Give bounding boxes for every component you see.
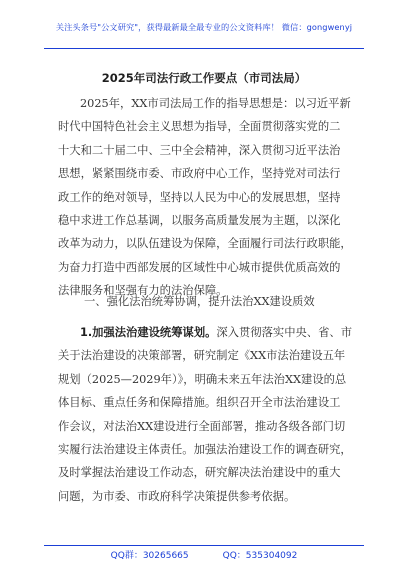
header-banner: 关注头条号"公文研究"，获得最新最全最专业的公文资料库！ 微信：gongwenyj bbox=[55, 22, 353, 32]
paragraph-line: 思想，紧紧围绕市委、市政府中心工作，坚持党对司法行 bbox=[58, 167, 341, 181]
item-first-text: 深入贯彻落实中央、省、市 bbox=[216, 326, 352, 339]
intro-paragraph bbox=[58, 92, 352, 303]
paragraph-line: 十大和二十届二中、三中全会精神，深入贯彻习近平法治 bbox=[58, 143, 341, 157]
footer-contacts bbox=[0, 548, 408, 561]
footer-qq: QQ：535304092 bbox=[222, 551, 298, 561]
document-title: 2025年司法行政工作要点（市司法局） bbox=[101, 71, 307, 85]
paragraph-line: 改革为动力，以队伍建设为保障，全面履行司法行政职能， bbox=[58, 237, 352, 251]
paragraph-line: 体目标、重点任务和保障措施。组织召开全市法治建设工 bbox=[58, 396, 341, 410]
paragraph-line: 法律服务和坚强有力的法治保障。 bbox=[58, 284, 228, 298]
paragraph-line: 政工作的绝对领导，坚持以人民为中心的发展思想，坚持 bbox=[58, 190, 341, 204]
paragraph-line bbox=[58, 321, 352, 344]
item-lead: 1.加强法治建设统筹谋划。 bbox=[80, 326, 217, 339]
footer-qq-group: QQ群：30265665 bbox=[110, 551, 189, 561]
paragraph-line: 规划（2025—2029年）》，明确未来五年法治XX建设的总 bbox=[58, 372, 347, 386]
footer-divider bbox=[44, 545, 364, 546]
paragraph-line: 问题，为市委、市政府科学决策提供参考依据。 bbox=[58, 489, 296, 503]
paragraph-line: 作会议，对法治XX建设进行全面部署，推动各级各部门切 bbox=[58, 419, 346, 433]
paragraph-line: 及时掌握法治建设工作动态，研究解决法治建设中的重大 bbox=[58, 466, 341, 480]
paragraph-line: 稳中求进工作总基调，以服务高质量发展为主题，以深化 bbox=[58, 214, 341, 228]
paragraph-line: 实履行法治建设主体责任。加强法治建设工作的调查研究， bbox=[58, 443, 352, 457]
section-heading: 一、强化法治统筹协调，提升法治XX建设质效 bbox=[84, 295, 315, 308]
paragraph-line: 时代中国特色社会主义思想为指导，全面贯彻落实党的二 bbox=[58, 120, 341, 134]
item-paragraph bbox=[58, 321, 352, 508]
paragraph-line: 2025年，XX市司法局工作的指导思想是：以习近平新 bbox=[80, 97, 351, 110]
header-divider bbox=[44, 48, 364, 49]
paragraph-line: 关于法治建设的决策部署，研究制定《XX市法治建设五年 bbox=[58, 349, 346, 363]
paragraph-line: 为奋力打造中西部发展的区域性中心城市提供优质高效的 bbox=[58, 260, 341, 274]
